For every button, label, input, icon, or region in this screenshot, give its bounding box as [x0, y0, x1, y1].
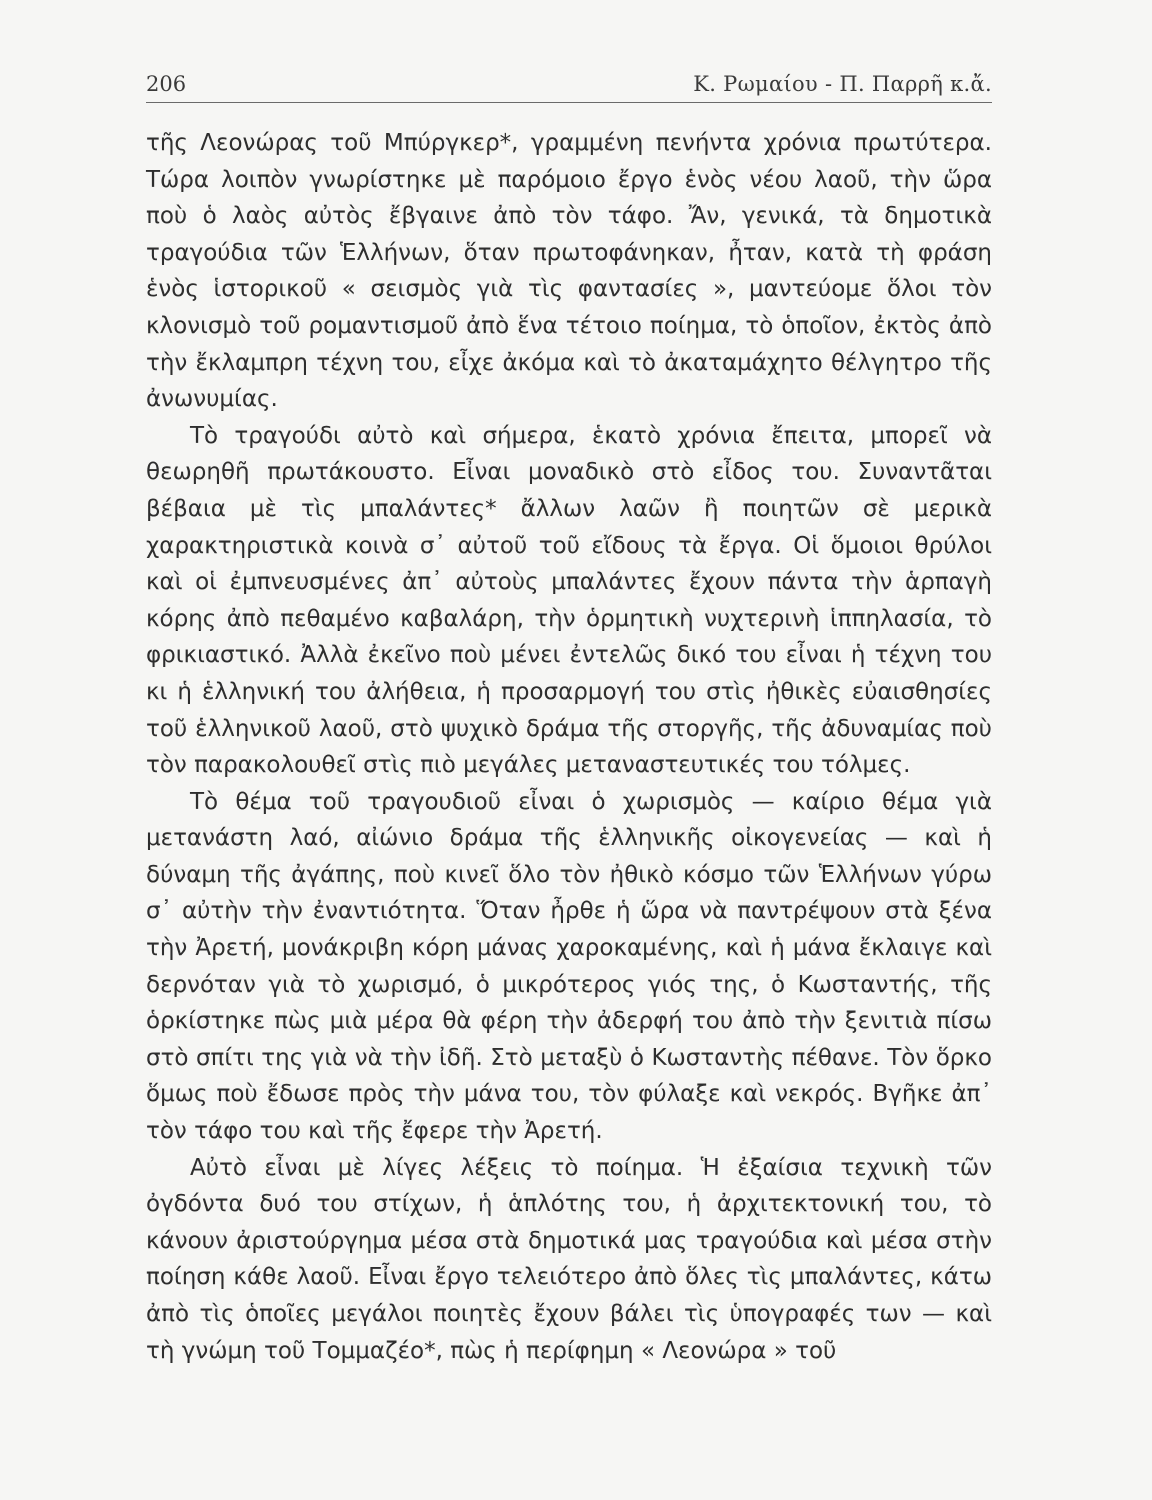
body-text	[146, 125, 992, 1369]
paragraph-2: Τὸ τραγούδι αὐτὸ καὶ σήμερα, ἑκατὸ χρόνια ἔπειτα, μπορεῖ νὰ θεωρηθῆ πρωτάκουστο. Εἶναι μοναδικὸ στὸ εἶδος του. Συναντᾶται βέβαια μὲ τὶς μπαλάντες* ἄλλων λαῶν ἢ ποιητῶν σὲ μερικὰ χαρακτηριστικὰ κοινὰ σ᾽ αὐτοῦ τοῦ εἴδους τὰ ἔργα. Οἱ ὅμοιοι θρύλοι καὶ οἱ ἐμπνευσμένες ἀπ᾽ αὐτοὺς μπαλάντες ἔχουν πάντα τὴν ἁρπαγὴ κόρης ἀπὸ πεθαμένο καβαλάρη, τὴν ὁρμητικὴ νυχτερινὴ ἱππηλασία, τὸ φρικιαστικό. Ἀλλὰ ἐκεῖνο ποὺ μένει ἐντελῶς δικό του εἶναι ἡ τέχνη του κι ἡ ἑλληνική του ἀλήθεια, ἡ προσαρμογή του στὶς ἠθικὲς εὐαισθησίες τοῦ ἑλληνικοῦ λαοῦ, στὸ ψυχικὸ δράμα τῆς στοργῆς, τῆς ἀδυναμίας ποὺ τὸν παρακολουθεῖ στὶς πιὸ μεγάλες μεταναστευτικές του τόλμες.	[146, 422, 992, 779]
paragraph-4: Αὐτὸ εἶναι μὲ λίγες λέξεις τὸ ποίημα. Ἡ ἐξαίσια τεχνικὴ τῶν ὀγδόντα δυό του στίχων, ἡ ἁπλότης του, ἡ ἀρχιτεκτονική του, τὸ κάνουν ἀριστούργημα μέσα στὰ δημοτικά μας τραγούδια καὶ μέσα στὴν ποίηση κάθε λαοῦ. Εἶναι ἔργο τελειότερο ἀπὸ ὅλες τὶς μπαλάντες, κάτω ἀπὸ τὶς ὁποῖες μεγάλοι ποιητὲς ἔχουν βάλει τὶς ὑπογραφές των — καὶ τὴ γνώμη τοῦ Τομμαζέο*, πὼς ἡ περίφημη « Λεονώρα » τοῦ	[146, 1154, 992, 1364]
paragraph-3: Τὸ θέμα τοῦ τραγουδιοῦ εἶναι ὁ χωρισμὸς — καίριο θέμα γιὰ μετανάστη λαό, αἰώνιο δράμα τῆς ἑλληνικῆς οἰκογενείας — καὶ ἡ δύναμη τῆς ἀγάπης, ποὺ κινεῖ ὅλο τὸν ἠθικὸ κόσμο τῶν Ἑλλήνων γύρω σ᾽ αὐτὴν τὴν ἐναντιότητα. Ὅταν ἦρθε ἡ ὥρα νὰ παντρέψουν στὰ ξένα τὴν Ἀρετή, μονάκριβη κόρη μάνας χαροκαμένης, καὶ ἡ μάνα ἔκλαιγε καὶ δερνόταν γιὰ τὸ χωρισμό, ὁ μικρότερος γιός της, ὁ Κωσταντής, τῆς ὁρκίστηκε πὼς μιὰ μέρα θὰ φέρη τὴν ἀδερφή του ἀπὸ τὴν ξενιτιὰ πίσω στὸ σπίτι της γιὰ νὰ τὴν ἰδῆ. Στὸ μεταξὺ ὁ Κωσταντὴς πέθανε. Τὸν ὅρκο ὅμως ποὺ ἔδωσε πρὸς τὴν μάνα του, τὸν φύλαξε καὶ νεκρός. Βγῆκε ἀπ᾽ τὸν τάφο του καὶ τῆς ἔφερε τὴν Ἀρετή.	[146, 788, 992, 1145]
page-header	[146, 66, 992, 103]
running-head: Κ. Ρωμαίου - Π. Παρρῆ κ.ἄ.	[693, 72, 992, 96]
page-number: 206	[146, 72, 187, 96]
paragraph-1: τῆς Λεονώρας τοῦ Μπύργκερ*, γραμμένη πενήντα χρόνια πρωτύτερα. Τώρα λοιπὸν γνωρίστηκε μὲ παρόμοιο ἔργο ἑνὸς νέου λαοῦ, τὴν ὥρα ποὺ ὁ λαὸς αὐτὸς ἔβγαινε ἀπὸ τὸν τάφο. Ἄν, γενικά, τὰ δημοτικὰ τραγούδια τῶν Ἑλλήνων, ὅταν πρωτοφάνηκαν, ἦταν, κατὰ τὴ φράση ἑνὸς ἱστορικοῦ « σεισμὸς γιὰ τὶς φαντασίες », μαντεύομε ὅλοι τὸν κλονισμὸ τοῦ ρομαντισμοῦ ἀπὸ ἕνα τέτοιο ποίημα, τὸ ὁποῖον, ἐκτὸς ἀπὸ τὴν ἔκλαμπρη τέχνη του, εἶχε ἀκόμα καὶ τὸ ἀκαταμάχητο θέλγητρο τῆς ἀνωνυμίας.	[146, 130, 992, 413]
